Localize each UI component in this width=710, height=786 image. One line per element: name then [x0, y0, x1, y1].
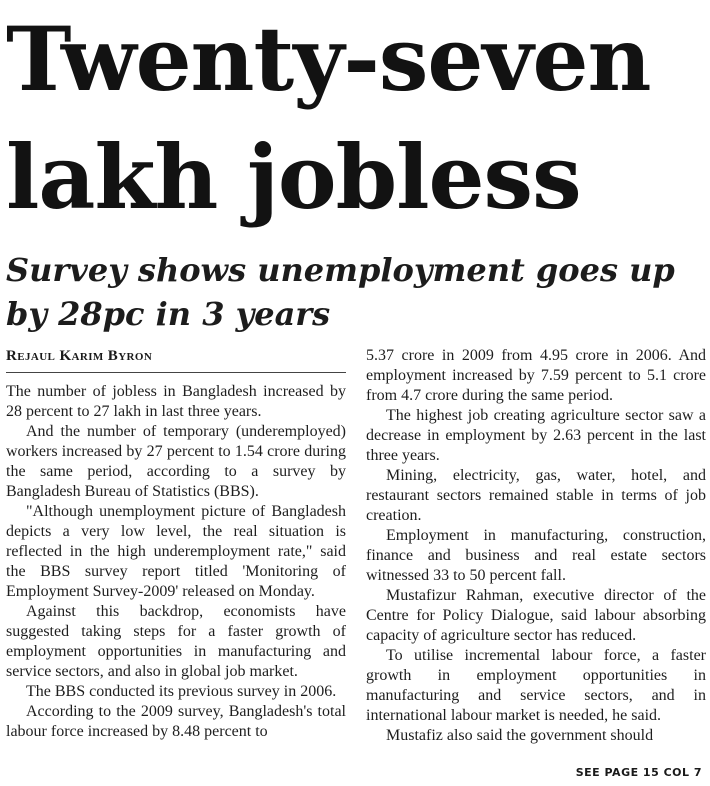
subheadline: Survey shows unemployment goes up by 28pc in 3 years	[6, 251, 675, 333]
continued-on-page-link: SEE PAGE 15 COL 7	[575, 766, 702, 779]
byline: Rejaul Karim Byron	[6, 348, 153, 364]
paragraph: Mustafiz also said the government should	[386, 727, 654, 744]
paragraph: Mustafizur Rahman, executive director of the Centre for Policy Dialogue, said labour absorbing capacity of agriculture sector has reduced.	[366, 587, 706, 644]
paragraph: The number of jobless in Bangladesh increased by 28 percent to 27 lakh in last three years.	[6, 383, 346, 420]
paragraph: Mining, electricity, gas, water, hotel, and restaurant sectors remained stable in terms of job creation.	[366, 467, 706, 524]
paragraph: Employment in manufacturing, construction, finance and business and real estate sectors witnessed 33 to 50 percent fall.	[366, 527, 706, 584]
paragraph: "Although unemployment picture of Bangladesh depicts a very low level, the real situation is reflected in the high underemployment rate," said the BBS survey report titled 'Monitoring of Employment Survey-2009' released on Monday.	[6, 503, 346, 600]
byline-rule	[6, 372, 346, 373]
article-column-right	[366, 346, 706, 746]
article-column-left	[6, 382, 346, 742]
paragraph: And the number of temporary (underemployed) workers increased by 27 percent to 1.54 crore during the same period, according to a survey by Bangladesh Bureau of Statistics (BBS).	[6, 423, 346, 500]
headline: Twenty-seven lakh jobless	[6, 7, 651, 229]
paragraph: To utilise incremental labour force, a faster growth in employment opportunities in manufacturing and service sectors, and in international labour market is needed, he said.	[366, 647, 706, 724]
paragraph: The BBS conducted its previous survey in 2006.	[26, 683, 337, 700]
paragraph: 5.37 crore in 2009 from 4.95 crore in 2006. And employment increased by 7.59 percent to 5.1 crore from 4.7 crore during the same period.	[366, 347, 706, 404]
paragraph: The highest job creating agriculture sector saw a decrease in employment by 2.63 percent in the last three years.	[366, 407, 706, 464]
paragraph: Against this backdrop, economists have suggested taking steps for a faster growth of employment opportunities in manufacturing and service sectors, and also in global job market.	[6, 603, 346, 680]
paragraph: According to the 2009 survey, Bangladesh's total labour force increased by 8.48 percent to	[6, 703, 346, 740]
